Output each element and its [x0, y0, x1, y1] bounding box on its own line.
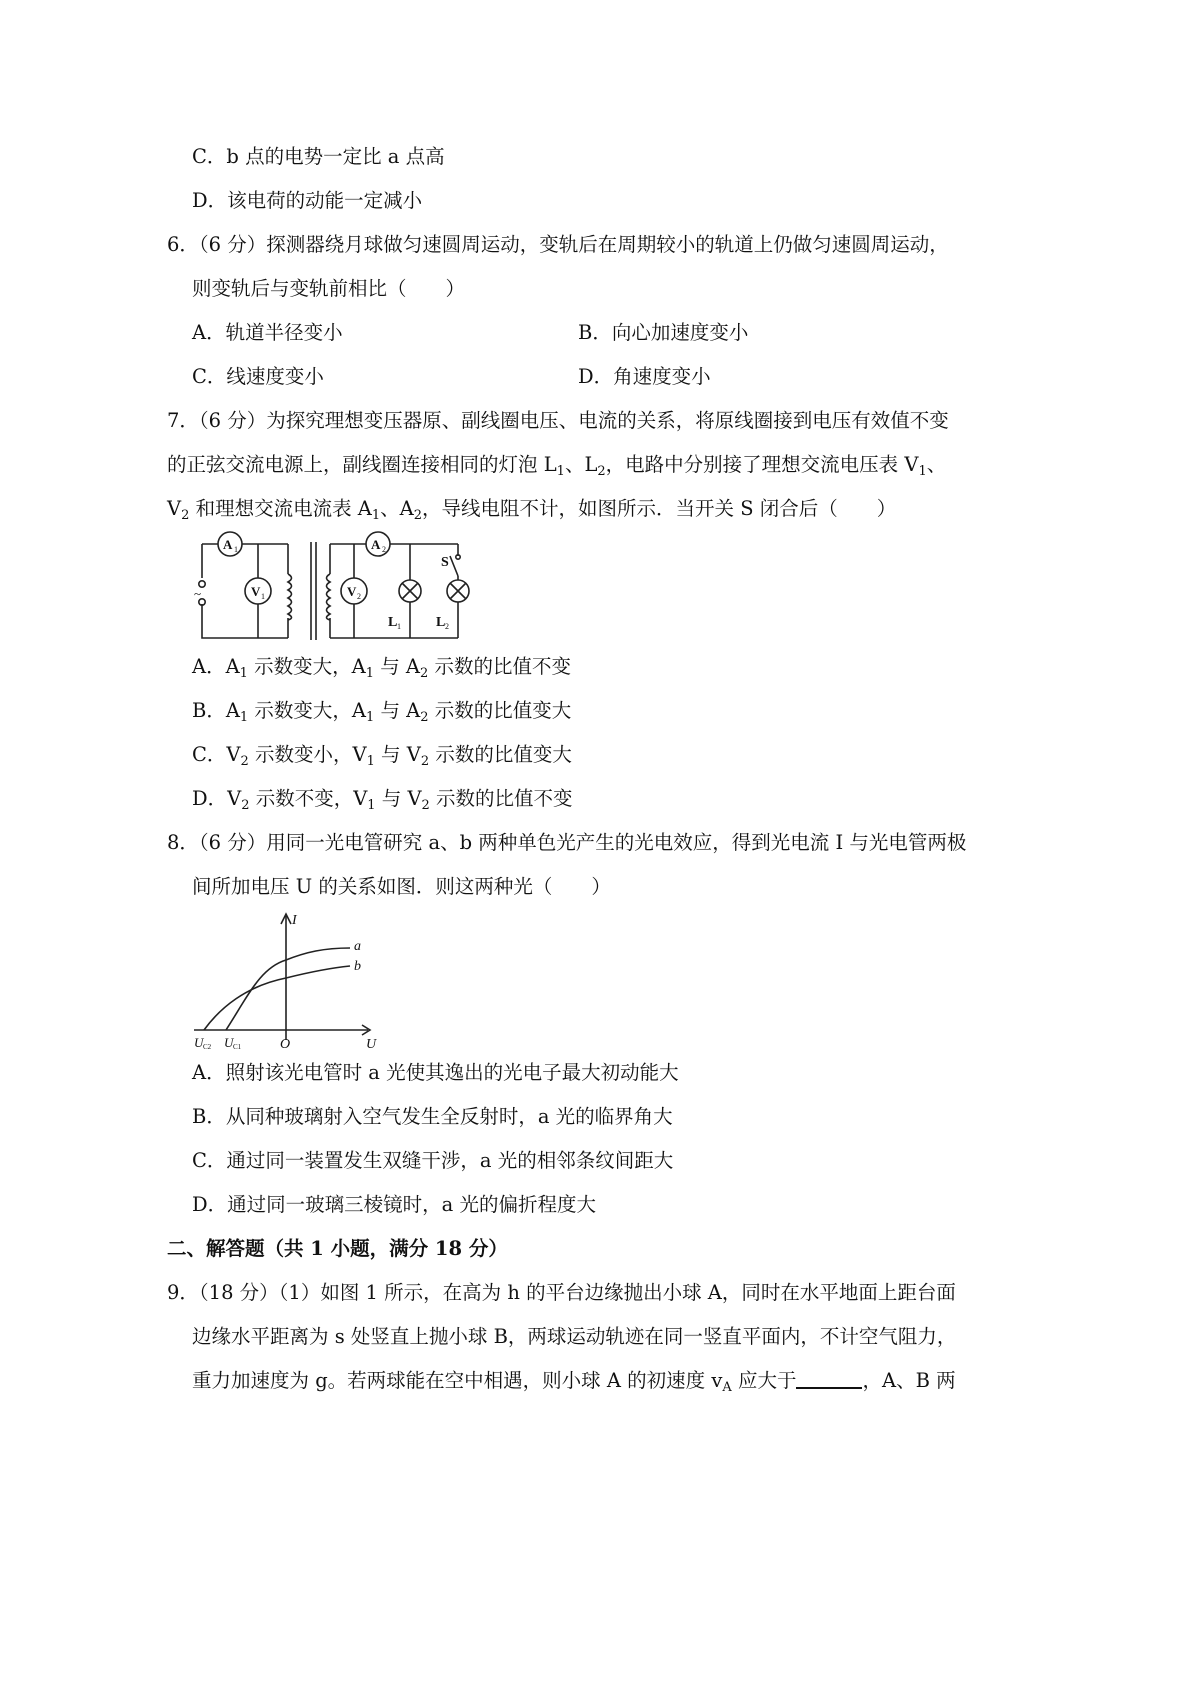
q7-opt-c-p3: 与 V — [374, 743, 421, 766]
q8-stem-line2: 间所加电压 U 的关系如图．则这两种光（ ） — [192, 875, 611, 898]
q6-stem-line2: 则变轨后与变轨前相比（ ） — [192, 277, 466, 300]
q7-opt-d-sub2: 1 — [367, 798, 376, 813]
a2-sub: 2 — [382, 545, 386, 554]
q7-opt-d-sub3: 2 — [421, 798, 430, 813]
v2-label: V — [347, 584, 357, 599]
q7-opt-b-sub3: 2 — [420, 710, 429, 725]
a1-label: A — [223, 537, 233, 552]
q7-stem-line1: 7．（6 分）为探究理想变压器原、副线圈电压、电流的关系，将原线圈接到电压有效值不变 — [167, 409, 949, 432]
q7-opt-b-p1: B．A — [192, 699, 240, 722]
q7-sub-l2: 2 — [597, 464, 606, 479]
uc1-label: U — [224, 1035, 234, 1050]
q5-option-c: C．b 点的电势一定比 a 点高 — [192, 145, 445, 168]
q5-option-d: D．该电荷的动能一定减小 — [192, 189, 423, 212]
q7-sub-a1: 1 — [371, 508, 381, 523]
q7-circuit-figure — [190, 528, 490, 646]
v1-label: V — [251, 584, 261, 599]
q7-stem-line2 — [167, 452, 946, 478]
q7-stem-line3-part-b: 和理想交流电流表 A — [189, 497, 372, 520]
q7-stem-line3-part-d: ，导线电阻不计，如图所示．当开关 S 闭合后（ ） — [422, 497, 897, 520]
u-axis-label: U — [366, 1037, 377, 1050]
q9-line3-part-a: 重力加速度为 g。若两球能在空中相遇，则小球 A 的初速度 v — [192, 1369, 723, 1392]
q7-stem-line2-part-a: 的正弦交流电源上，副线圈连接相同的灯泡 L — [167, 453, 557, 476]
i-axis-label: I — [292, 913, 297, 928]
q7-stem-line2-part-d: 、 — [926, 453, 947, 476]
q7-opt-c-p2: 示数变小，V — [248, 743, 367, 766]
q8-option-c: C．通过同一装置发生双缝干涉，a 光的相邻条纹间距大 — [192, 1149, 674, 1172]
l2-label: L — [436, 615, 446, 630]
curve-b-label: b — [354, 959, 361, 974]
curve-b — [204, 966, 350, 1030]
q7-opt-d-p1: D．V — [192, 787, 242, 810]
q7-opt-a-p3: 与 A — [374, 655, 420, 678]
q7-opt-a-sub3: 2 — [420, 666, 429, 681]
source-label: ~ — [194, 586, 202, 601]
q7-opt-d-p4: 示数的比值不变 — [429, 787, 573, 810]
a1-sub: 1 — [234, 545, 238, 554]
curve-a-label: a — [354, 939, 361, 954]
q7-opt-b-sub2: 1 — [365, 710, 375, 725]
switch-label: S — [441, 555, 449, 570]
q7-option-b — [192, 698, 571, 724]
a2-label: A — [371, 537, 381, 552]
l1-sub: 1 — [397, 622, 401, 631]
q7-option-c — [192, 742, 572, 768]
q7-stem-line2-part-c: ，电路中分别接了理想交流电压表 V — [605, 453, 919, 476]
q8-stem-line1: 8．（6 分）用同一光电管研究 a、b 两种单色光产生的光电效应，得到光电流 I 与光电管两极 — [167, 831, 967, 854]
q8-option-b: B．从同种玻璃射入空气发生全反射时，a 光的临界角大 — [192, 1105, 673, 1128]
q9-stem-line3 — [192, 1368, 956, 1394]
q7-opt-b-p4: 示数的比值变大 — [428, 699, 572, 722]
q7-opt-d-p3: 与 V — [375, 787, 422, 810]
q6-option-a: A．轨道半径变小 — [192, 321, 343, 344]
q7-sub-a2: 2 — [413, 508, 423, 523]
l2-sub: 2 — [445, 622, 449, 631]
q7-sub-v2: 2 — [181, 508, 190, 523]
q7-opt-c-sub2: 1 — [366, 754, 375, 769]
q7-sub-l1: 1 — [556, 464, 565, 479]
q7-opt-d-sub1: 2 — [241, 798, 250, 813]
q7-opt-c-sub3: 2 — [420, 754, 430, 769]
q7-opt-c-p1: C．V — [192, 743, 241, 766]
q9-stem-line1: 9．（18 分）（1）如图 1 所示，在高为 h 的平台边缘抛出小球 A，同时在水平地面上距台面 — [167, 1281, 956, 1304]
q9-sub-a: A — [722, 1380, 732, 1395]
q7-stem-line3-part-c: 、A — [380, 497, 414, 520]
q8-option-a: A．照射该光电管时 a 光使其逸出的光电子最大初动能大 — [192, 1061, 679, 1084]
q7-opt-a-sub1: 1 — [239, 666, 248, 681]
v1-sub: 1 — [261, 592, 265, 601]
q6-stem-line1: 6．（6 分）探测器绕月球做匀速圆周运动，变轨后在周期较小的轨道上仍做匀速圆周运动， — [167, 233, 949, 256]
answer-blank[interactable] — [796, 1369, 862, 1389]
q9-stem-line2: 边缘水平距离为 s 处竖直上抛小球 B，两球运动轨迹在同一竖直平面内，不计空气阻力， — [192, 1325, 957, 1348]
q7-option-a — [192, 654, 571, 680]
q7-opt-b-sub1: 1 — [239, 710, 249, 725]
q7-opt-a-p1: A．A — [192, 655, 240, 678]
v2-sub: 2 — [357, 592, 361, 601]
section-heading: 二、解答题（共 1 小题，满分 18 分） — [167, 1237, 508, 1260]
uc1-sub: C1 — [233, 1043, 242, 1050]
q8-option-d: D．通过同一玻璃三棱镜时，a 光的偏折程度大 — [192, 1193, 596, 1216]
uc2-label: U — [194, 1035, 204, 1050]
q7-stem-line3-part-a: V — [167, 497, 182, 520]
q7-opt-c-p4: 示数的比值变大 — [429, 743, 572, 766]
curve-a — [226, 948, 350, 1030]
uc2-sub: C2 — [203, 1043, 212, 1050]
q7-opt-a-p4: 示数的比值不变 — [428, 655, 571, 678]
q6-option-b: B．向心加速度变小 — [578, 321, 749, 344]
q7-opt-b-p2: 示数变大，A — [248, 699, 366, 722]
q9-line3-part-b: 应大于 — [731, 1369, 797, 1392]
q7-opt-a-p2: 示数变大，A — [247, 655, 366, 678]
q8-iu-graph — [190, 908, 390, 1050]
q6-option-c: C．线速度变小 — [192, 365, 324, 388]
q6-option-d: D．角速度变小 — [578, 365, 711, 388]
q7-opt-a-sub2: 1 — [365, 666, 375, 681]
q7-opt-d-p2: 示数不变，V — [249, 787, 368, 810]
q7-opt-c-sub1: 2 — [240, 754, 249, 769]
q7-sub-v1: 1 — [918, 464, 927, 479]
q7-stem-line3 — [167, 496, 896, 522]
q7-opt-b-p3: 与 A — [374, 699, 421, 722]
q7-option-d — [192, 786, 573, 812]
origin-label: O — [280, 1037, 291, 1050]
q7-stem-line2-part-b: 、L — [564, 453, 598, 476]
l1-label: L — [388, 615, 398, 630]
q9-line3-part-c: ，A、B 两 — [862, 1369, 956, 1392]
